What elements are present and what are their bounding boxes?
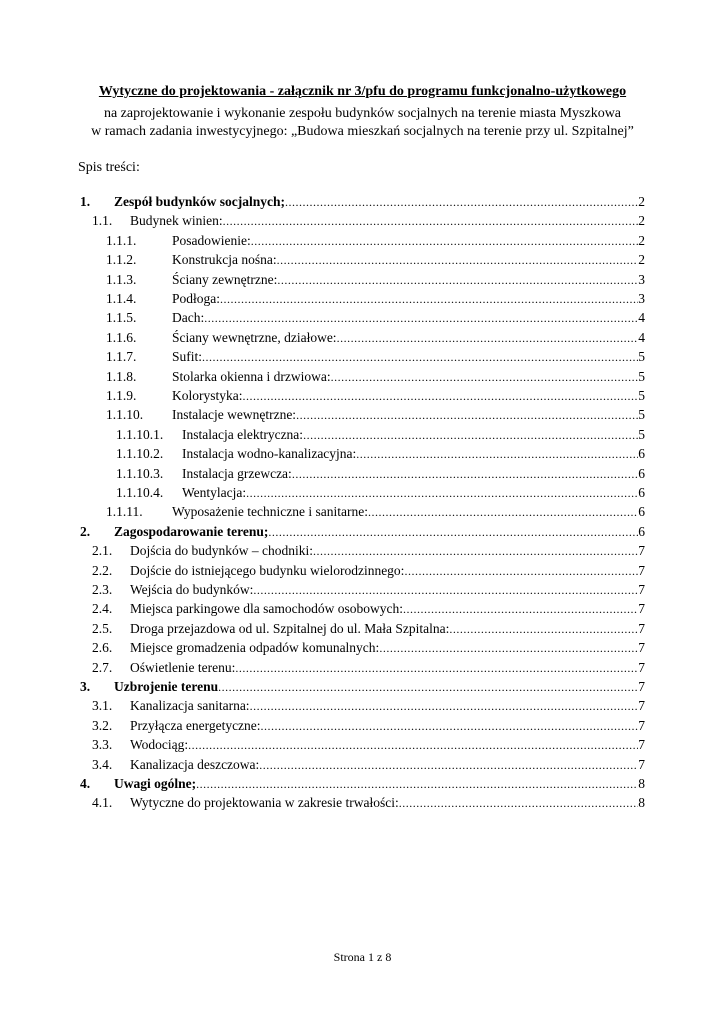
toc-entry-number: 2.4. — [92, 601, 113, 617]
toc-entry-page-number: 6 — [638, 465, 645, 481]
toc-entry-page-number: 7 — [638, 698, 645, 714]
subtitle-line-1: na zaprojektowanie i wykonanie zespołu budynków socjalnych na terenie miasta Myszkowa — [103, 106, 622, 121]
toc-entry-label: Kanalizacja sanitarna: — [130, 698, 250, 714]
toc-dot-leader — [313, 542, 638, 561]
toc-entry-label: Ściany zewnętrzne: — [172, 271, 278, 287]
toc-entry-label: Konstrukcja nośna: — [172, 252, 277, 268]
toc-entry-label: Zespół budynków socjalnych; — [114, 194, 286, 209]
toc-dot-leader — [251, 232, 639, 251]
toc-entry-line — [130, 658, 645, 678]
toc-entry-label: Budynek winien: — [130, 213, 223, 229]
toc-entry-number: 3.2. — [92, 717, 113, 733]
toc-entry[interactable] — [0, 328, 725, 347]
toc-entry[interactable] — [0, 735, 725, 754]
toc-entry[interactable] — [0, 658, 725, 677]
toc-entry-number: 3. — [80, 679, 91, 694]
toc-entry[interactable] — [0, 405, 725, 424]
toc-entry-label: Dojście do istniejącego budynku wielorodzinnego: — [130, 562, 405, 578]
toc-entry-number: 1.1.2. — [106, 252, 137, 268]
toc-entry-line — [130, 211, 645, 231]
toc-entry[interactable] — [0, 231, 725, 250]
toc-entry[interactable] — [0, 793, 725, 812]
toc-entry-line — [172, 502, 645, 522]
toc-entry-number: 1.1.1. — [106, 232, 137, 248]
toc-entry-line — [182, 425, 645, 445]
toc-dot-leader — [268, 523, 638, 542]
toc-entry-number: 1.1.4. — [106, 291, 137, 306]
toc-entry-line — [114, 522, 645, 542]
toc-dot-leader — [285, 193, 638, 212]
toc-dot-leader — [243, 387, 639, 406]
toc-entry-line — [114, 192, 645, 212]
toc-entry-page-number: 6 — [638, 504, 645, 520]
toc-entry-line — [172, 328, 645, 348]
toc-entry[interactable] — [0, 192, 725, 211]
toc-heading: Spis treści: — [78, 160, 140, 175]
toc-entry-number: 1.1.10.3. — [116, 465, 164, 481]
toc-entry-line — [182, 483, 645, 503]
toc-entry-line — [172, 386, 645, 406]
toc-entry-label: Dojścia do budynków – chodniki: — [130, 543, 313, 559]
toc-entry-label: Wentylacja: — [182, 485, 247, 500]
toc-entry-number: 2.5. — [92, 620, 113, 636]
toc-dot-leader — [223, 212, 639, 231]
toc-entry-line — [130, 793, 645, 813]
toc-dot-leader — [220, 290, 638, 309]
toc-entry[interactable] — [0, 444, 725, 463]
toc-entry[interactable] — [0, 502, 725, 521]
toc-entry-page-number: 4 — [638, 310, 645, 326]
toc-entry-line — [172, 289, 645, 309]
toc-entry-label: Miejsce gromadzenia odpadów komunalnych: — [130, 640, 380, 656]
toc-entry[interactable] — [0, 250, 725, 269]
toc-dot-leader — [403, 600, 638, 619]
toc-entry-line — [114, 774, 645, 794]
toc-entry-label: Instalacja wodno-kanalizacyjna: — [182, 446, 357, 462]
toc-entry[interactable] — [0, 677, 725, 696]
toc-entry-line — [172, 250, 645, 270]
toc-entry-label: Instalacje wewnętrzne: — [172, 407, 297, 423]
toc-entry-page-number: 7 — [638, 717, 645, 733]
toc-entry[interactable] — [0, 386, 725, 405]
toc-dot-leader — [235, 659, 638, 678]
toc-entry-page-number: 7 — [638, 756, 645, 772]
toc-dot-leader — [337, 329, 639, 348]
toc-entry-page-number: 2 — [638, 252, 645, 268]
toc-entry-label: Miejsca parkingowe dla samochodów osobowych: — [130, 601, 403, 617]
toc-entry[interactable] — [0, 599, 725, 618]
toc-entry-number: 1.1.10.4. — [116, 485, 164, 500]
toc-entry-page-number: 7 — [638, 679, 645, 694]
toc-dot-leader — [196, 775, 638, 794]
page-title: Wytyczne do projektowania - załącznik nr 3/pfu do programu funkcjonalno-użytkowego — [98, 84, 627, 99]
toc-entry-number: 1.1.11. — [106, 504, 143, 520]
toc-dot-leader — [188, 736, 638, 755]
toc-entry-page-number: 7 — [638, 601, 645, 617]
toc-entry[interactable] — [0, 425, 725, 444]
toc-entry[interactable] — [0, 774, 725, 793]
toc-dot-leader — [356, 445, 638, 464]
toc-entry-number: 1.1. — [92, 213, 113, 229]
toc-entry-number: 1.1.10.2. — [116, 446, 164, 462]
toc-entry-line — [172, 231, 645, 251]
toc-entry-label: Kolorystyka: — [172, 388, 243, 403]
toc-entry-number: 1.1.10. — [106, 407, 144, 423]
toc-entry-label: Ściany wewnętrzne, działowe: — [172, 329, 337, 345]
toc-dot-leader — [277, 251, 639, 270]
toc-entry[interactable] — [0, 522, 725, 541]
toc-entry-number: 1.1.9. — [106, 388, 137, 403]
toc-entry[interactable] — [0, 755, 725, 774]
toc-entry-page-number: 7 — [638, 543, 645, 559]
toc-entry[interactable] — [0, 270, 725, 289]
toc-entry-number: 3.1. — [92, 698, 113, 714]
toc-entry-label: Dach: — [172, 310, 205, 326]
toc-entry-page-number: 3 — [638, 271, 645, 287]
toc-entry-label: Oświetlenie terenu: — [130, 659, 236, 675]
toc-entry-page-number: 5 — [638, 426, 645, 442]
toc-dot-leader — [379, 639, 638, 658]
toc-entry-number: 1.1.8. — [106, 368, 137, 384]
toc-entry-page-number: 5 — [638, 407, 645, 423]
toc-entry-line — [182, 444, 645, 464]
toc-entry-page-number: 7 — [638, 582, 645, 597]
toc-entry-number: 1.1.5. — [106, 310, 137, 326]
toc-dot-leader — [404, 562, 638, 581]
toc-entry-line — [130, 561, 645, 581]
toc-entry-page-number: 5 — [638, 368, 645, 384]
toc-entry[interactable] — [0, 367, 725, 386]
toc-entry-line — [172, 367, 645, 387]
toc-entry-page-number: 6 — [638, 446, 645, 462]
toc-entry-line — [172, 270, 645, 290]
toc-dot-leader — [449, 620, 638, 639]
toc-entry[interactable] — [0, 464, 725, 483]
toc-entry-line — [172, 405, 645, 425]
toc-entry[interactable] — [0, 347, 725, 366]
toc-entry-page-number: 6 — [638, 523, 645, 539]
toc-entry-number: 4. — [80, 776, 91, 791]
toc-entry-page-number: 4 — [638, 329, 645, 345]
toc-dot-leader — [218, 678, 638, 697]
toc-entry-page-number: 2 — [638, 213, 645, 229]
toc-entry[interactable] — [0, 561, 725, 580]
toc-dot-leader — [303, 426, 638, 445]
toc-entry-label: Stolarka okienna i drzwiowa: — [172, 368, 331, 384]
toc-entry-page-number: 5 — [638, 349, 645, 365]
toc-entry-label: Uzbrojenie terenu — [114, 679, 219, 694]
toc-dot-leader — [399, 794, 639, 813]
toc-entry-page-number: 8 — [638, 795, 645, 811]
toc-entry-number: 2. — [80, 523, 91, 539]
toc-entry-number: 1.1.6. — [106, 329, 137, 345]
toc-entry-number: 2.2. — [92, 562, 113, 578]
toc-entry[interactable] — [0, 638, 725, 657]
toc-entry-page-number: 7 — [638, 659, 645, 675]
toc-entry[interactable] — [0, 580, 725, 599]
toc-entry[interactable] — [0, 211, 725, 230]
toc-entry-line — [130, 696, 645, 716]
toc-dot-leader — [296, 406, 638, 425]
toc-entry-label: Wejścia do budynków: — [130, 582, 254, 597]
toc-entry-label: Kanalizacja deszczowa: — [130, 756, 260, 772]
toc-entry-number: 2.3. — [92, 582, 113, 597]
toc-entry-label: Uwagi ogólne; — [114, 776, 197, 791]
toc-entry-page-number: 3 — [638, 291, 645, 306]
page-footer: Strona 1 z 8 — [333, 950, 392, 964]
toc-entry-line — [130, 735, 645, 755]
toc-entry-number: 3.4. — [92, 756, 113, 772]
toc-entry-line — [172, 347, 645, 367]
toc-entry[interactable] — [0, 696, 725, 715]
toc-dot-leader — [253, 581, 638, 600]
toc-entry-label: Podłoga: — [172, 291, 221, 306]
toc-entry-line — [130, 755, 645, 775]
toc-entry-line — [130, 619, 645, 639]
toc-entry-label: Instalacja grzewcza: — [182, 465, 292, 481]
toc-entry[interactable] — [0, 483, 725, 502]
toc-entry-line — [172, 308, 645, 328]
toc-entry-number: 2.1. — [92, 543, 113, 559]
toc-entry-page-number: 6 — [638, 485, 645, 500]
toc-dot-leader — [202, 348, 638, 367]
toc-entry-line — [182, 464, 645, 484]
toc-entry-number: 2.6. — [92, 640, 113, 656]
toc-entry-number: 2.7. — [92, 659, 113, 675]
toc-entry-page-number: 7 — [638, 737, 645, 753]
toc-dot-leader — [331, 368, 639, 387]
toc-entry-page-number: 7 — [638, 562, 645, 578]
toc-dot-leader — [277, 271, 638, 290]
toc-entry-page-number: 5 — [638, 388, 645, 403]
toc-dot-leader — [246, 484, 638, 503]
toc-entry-number: 3.3. — [92, 737, 113, 753]
toc-dot-leader — [259, 756, 638, 775]
toc-entry-number: 1.1.10.1. — [116, 426, 164, 442]
toc-entry-label: Instalacja elektryczna: — [182, 426, 304, 442]
toc-entry-line — [130, 716, 645, 736]
toc-entry[interactable] — [0, 308, 725, 327]
toc-entry[interactable] — [0, 289, 725, 308]
toc-entry-page-number: 8 — [638, 776, 645, 791]
toc-entry-label: Sufit: — [172, 349, 203, 365]
toc-entry-page-number: 7 — [638, 640, 645, 656]
toc-entry-page-number: 2 — [638, 194, 645, 209]
toc-entry-number: 1. — [80, 194, 91, 209]
toc-entry-page-number: 7 — [638, 620, 645, 636]
toc-entry-line — [130, 599, 645, 619]
toc-entry-number: 4.1. — [92, 795, 113, 811]
toc-entry-line — [114, 677, 645, 697]
toc-entry[interactable] — [0, 619, 725, 638]
toc-dot-leader — [368, 503, 638, 522]
toc-entry-label: Wytyczne do projektowania w zakresie trwałości: — [130, 795, 399, 811]
subtitle-line-2: w ramach zadania inwestycyjnego: „Budowa mieszkań socjalnych na terenie przy ul. Szpitalnej” — [91, 124, 634, 139]
toc-dot-leader — [250, 697, 639, 716]
toc-dot-leader — [292, 465, 638, 484]
toc-entry-line — [130, 580, 645, 600]
toc-entry-label: Wyposażenie techniczne i sanitarne: — [172, 504, 368, 520]
toc-entry[interactable] — [0, 716, 725, 735]
toc-entry-line — [130, 541, 645, 561]
toc-entry-label: Posadowienie: — [172, 232, 251, 248]
toc-dot-leader — [261, 717, 639, 736]
toc-entry-page-number: 2 — [638, 232, 645, 248]
toc-dot-leader — [204, 309, 638, 328]
toc-entry-label: Przyłącza energetyczne: — [130, 717, 261, 733]
toc-entry-number: 1.1.7. — [106, 349, 137, 365]
toc-entry-number: 1.1.3. — [106, 271, 137, 287]
toc-entry-label: Wodociąg: — [130, 737, 189, 753]
toc-entry[interactable] — [0, 541, 725, 560]
toc-entry-line — [130, 638, 645, 658]
toc-entry-label: Droga przejazdowa od ul. Szpitalnej do ul. Mała Szpitalna: — [130, 620, 450, 636]
toc-entry-label: Zagospodarowanie terenu; — [114, 523, 269, 539]
